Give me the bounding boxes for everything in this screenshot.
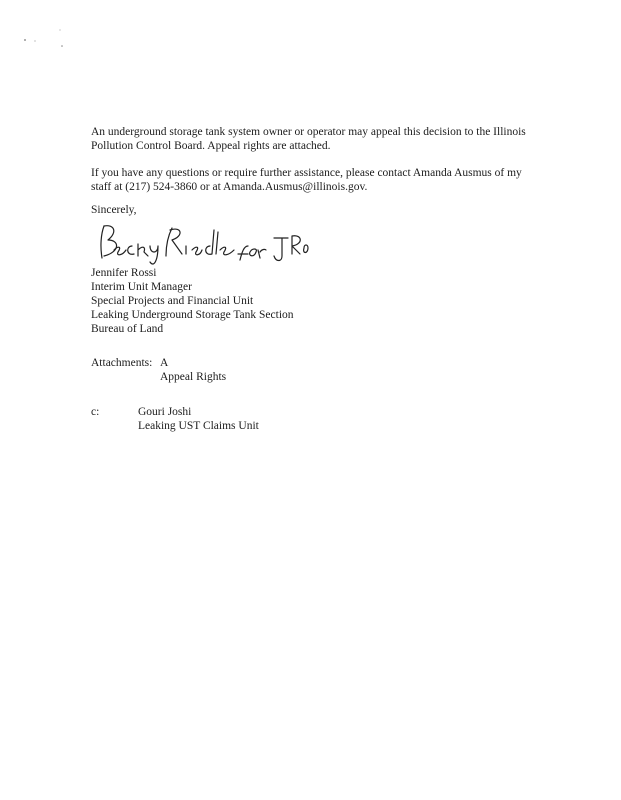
cc-name: Gouri Joshi [138,406,192,418]
signer-bureau: Bureau of Land [91,323,164,335]
closing: Sincerely, [91,204,137,216]
appeal-paragraph [91,125,531,153]
cc-block [138,405,259,433]
contact-paragraph [91,166,531,194]
signature-block [91,266,294,336]
signer-name: Jennifer Rossi [91,267,157,279]
cc-label: c: [91,406,100,418]
attachment-letter: A [160,357,169,369]
attachment-item: Appeal Rights [160,371,227,383]
attachments-label: Attachments: [91,357,153,369]
signer-title: Interim Unit Manager [91,281,192,293]
signer-unit: Special Projects and Financial Unit [91,295,254,307]
contact-paragraph-line: staff at (217) 524-3860 or at Amanda.Ausmus@illinois.gov. [91,181,368,193]
signer-section: Leaking Underground Storage Tank Section [91,309,294,321]
appeal-paragraph-line: An underground storage tank system owner or operator may appeal this decision to the Illinois [91,126,526,138]
contact-paragraph-line: If you have any questions or require further assistance, please contact Amanda Ausmus of my [91,167,522,179]
scan-specks [22,28,72,58]
appeal-paragraph-line: Pollution Control Board. Appeal rights are attached. [91,140,331,152]
cc-unit: Leaking UST Claims Unit [138,420,259,432]
